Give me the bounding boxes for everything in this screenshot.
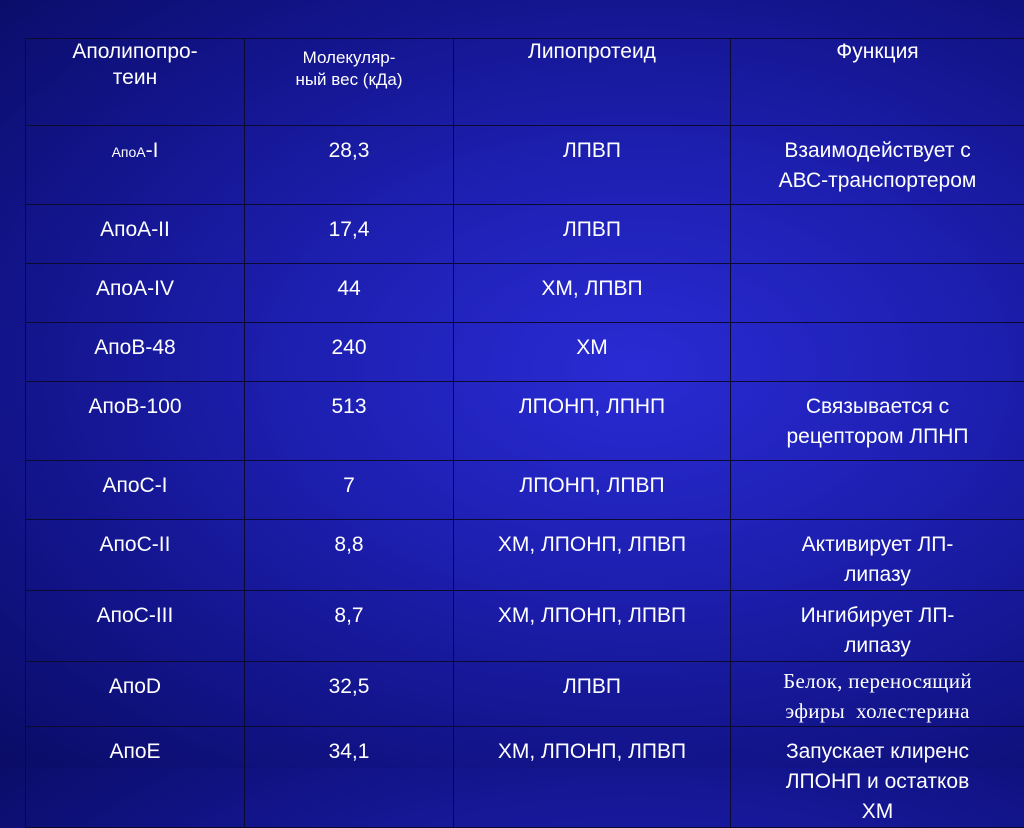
function-line: липазу xyxy=(731,631,1024,661)
lipoprotein-cell: ЛПВП xyxy=(454,662,731,727)
function-cell xyxy=(731,461,1024,520)
function-line: АВС-транспортером xyxy=(731,166,1024,196)
apolipoprotein-table xyxy=(25,38,1024,828)
table-row xyxy=(26,520,1024,591)
function-cell xyxy=(731,662,1024,727)
function-cell xyxy=(731,382,1024,461)
function-cell xyxy=(731,727,1024,828)
table-row xyxy=(26,126,1024,205)
weight-cell: 17,4 xyxy=(245,205,454,264)
lipoprotein-cell: ХМ, ЛПОНП, ЛПВП xyxy=(454,591,731,662)
function-cell xyxy=(731,126,1024,205)
apo-cell xyxy=(26,126,245,205)
weight-cell: 7 xyxy=(245,461,454,520)
lipoprotein-cell: ЛПВП xyxy=(454,205,731,264)
function-line: Белок, переносящий xyxy=(731,666,1024,696)
apo-name-prefix: АпоА xyxy=(112,144,146,160)
weight-cell: 513 xyxy=(245,382,454,461)
lipoprotein-cell: ЛПОНП, ЛПНП xyxy=(454,382,731,461)
apo-cell: АпоЕ xyxy=(26,727,245,828)
function-cell xyxy=(731,323,1024,382)
weight-cell: 8,7 xyxy=(245,591,454,662)
table-row xyxy=(26,662,1024,727)
header-function-label: Функция xyxy=(731,39,1024,65)
apo-cell: АпоС-I xyxy=(26,461,245,520)
weight-cell: 28,3 xyxy=(245,126,454,205)
header-apolipoprotein xyxy=(26,39,245,126)
table-row xyxy=(26,264,1024,323)
function-line: Активирует ЛП- xyxy=(731,530,1024,560)
lipoprotein-cell: ЛПОНП, ЛПВП xyxy=(454,461,731,520)
header-lipoprotein xyxy=(454,39,731,126)
function-line: липазу xyxy=(731,560,1024,590)
table-row xyxy=(26,727,1024,828)
apo-cell: АпоС-III xyxy=(26,591,245,662)
apo-cell: АпоD xyxy=(26,662,245,727)
header-molecular-weight-line-2: ный вес (кДа) xyxy=(245,69,453,91)
function-cell xyxy=(731,205,1024,264)
lipoprotein-cell: ХМ, ЛПОНП, ЛПВП xyxy=(454,520,731,591)
header-function xyxy=(731,39,1024,126)
function-cell xyxy=(731,264,1024,323)
table-row xyxy=(26,591,1024,662)
function-line: рецептором ЛПНП xyxy=(731,422,1024,452)
lipoprotein-cell: ХМ, ЛПВП xyxy=(454,264,731,323)
weight-cell: 240 xyxy=(245,323,454,382)
function-cell xyxy=(731,520,1024,591)
weight-cell: 32,5 xyxy=(245,662,454,727)
header-molecular-weight-line-1: Молекуляр- xyxy=(245,47,453,69)
apo-cell: АпоА-IV xyxy=(26,264,245,323)
function-line: Ингибирует ЛП- xyxy=(731,601,1024,631)
function-line: эфиры холестерина xyxy=(731,696,1024,726)
function-line: Взаимодействует с xyxy=(731,136,1024,166)
weight-cell: 8,8 xyxy=(245,520,454,591)
header-apolipoprotein-line-1: Аполипопро- xyxy=(26,39,244,65)
weight-cell: 44 xyxy=(245,264,454,323)
table-header-row xyxy=(26,39,1024,126)
apo-cell: АпоВ-48 xyxy=(26,323,245,382)
function-line: ХМ xyxy=(731,797,1024,827)
function-line: Связывается с xyxy=(731,392,1024,422)
lipoprotein-cell: ХМ, ЛПОНП, ЛПВП xyxy=(454,727,731,828)
header-apolipoprotein-line-2: теин xyxy=(26,65,244,91)
function-line: ЛПОНП и остатков xyxy=(731,767,1024,797)
table-row xyxy=(26,205,1024,264)
lipoprotein-cell: ЛПВП xyxy=(454,126,731,205)
apo-cell: АпоА-II xyxy=(26,205,245,264)
header-lipoprotein-label: Липопротеид xyxy=(454,39,730,65)
weight-cell: 34,1 xyxy=(245,727,454,828)
header-molecular-weight xyxy=(245,39,454,126)
table-row xyxy=(26,382,1024,461)
table-row xyxy=(26,461,1024,520)
function-cell xyxy=(731,591,1024,662)
lipoprotein-cell: ХМ xyxy=(454,323,731,382)
function-line: Запускает клиренс xyxy=(731,737,1024,767)
table-row xyxy=(26,323,1024,382)
apo-cell: АпоВ-100 xyxy=(26,382,245,461)
apo-cell: АпоС-II xyxy=(26,520,245,591)
apo-name-suffix: -I xyxy=(146,139,159,162)
